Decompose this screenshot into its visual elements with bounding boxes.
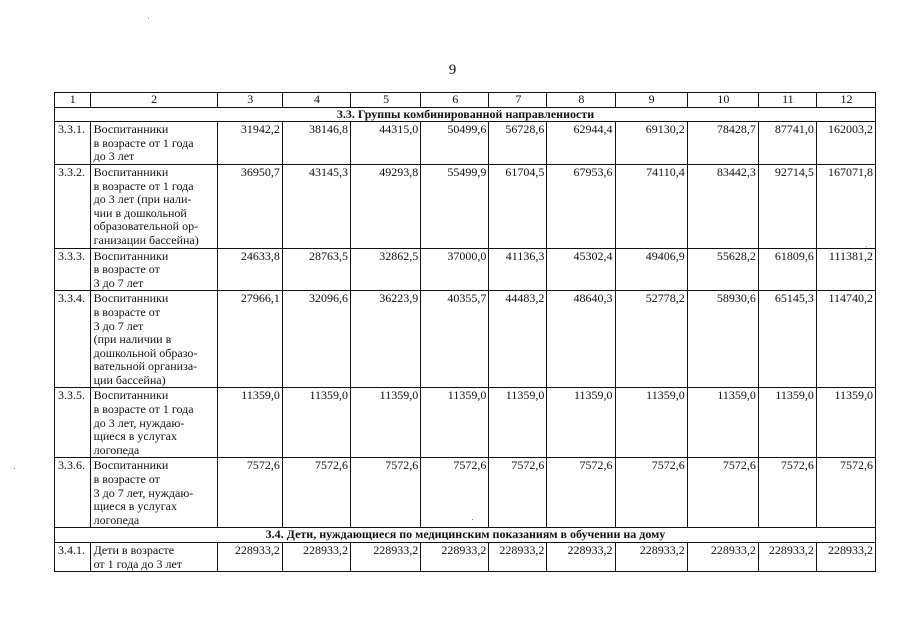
value-cell: 7572,6 bbox=[615, 458, 687, 528]
value-cell: 228933,2 bbox=[687, 543, 758, 572]
value-cell: 87741,0 bbox=[758, 122, 816, 165]
column-number: 3 bbox=[217, 93, 282, 108]
value-cell: 56728,6 bbox=[489, 122, 547, 165]
row-description: Воспитанники в возрасте от 1 года до 3 лет (при нали- чии в дошкольной образовательной ор- ганизации бассейна) bbox=[90, 164, 217, 248]
table-row bbox=[55, 122, 876, 165]
value-cell: 83442,3 bbox=[687, 164, 758, 248]
row-code: 3.3.4. bbox=[55, 291, 91, 388]
column-number: 9 bbox=[615, 93, 687, 108]
value-cell: 228933,2 bbox=[547, 543, 615, 572]
row-code: 3.3.2. bbox=[55, 164, 91, 248]
value-cell: 62944,4 bbox=[547, 122, 615, 165]
value-cell: 228933,2 bbox=[489, 543, 547, 572]
column-number: 12 bbox=[816, 93, 875, 108]
page-number: 9 bbox=[448, 62, 457, 78]
value-cell: 44315,0 bbox=[351, 122, 421, 165]
row-code: 3.4.1. bbox=[55, 543, 91, 572]
column-number: 1 bbox=[55, 93, 91, 108]
row-description: Воспитанники в возрасте от 1 года до 3 лет, нуждаю- щиеся в услугах логопеда bbox=[90, 388, 217, 458]
value-cell: 7572,6 bbox=[758, 458, 816, 528]
row-description: Воспитанники в возрасте от 1 года до 3 лет bbox=[90, 122, 217, 165]
value-cell: 7572,6 bbox=[282, 458, 350, 528]
value-cell: 52778,2 bbox=[615, 291, 687, 388]
value-cell: 31942,2 bbox=[217, 122, 282, 165]
value-cell: 7572,6 bbox=[217, 458, 282, 528]
value-cell: 11359,0 bbox=[217, 388, 282, 458]
column-number: 8 bbox=[547, 93, 615, 108]
value-cell: 228933,2 bbox=[816, 543, 875, 572]
value-cell: 7572,6 bbox=[547, 458, 615, 528]
value-cell: 69130,2 bbox=[615, 122, 687, 165]
column-number: 6 bbox=[421, 93, 489, 108]
value-cell: 7572,6 bbox=[816, 458, 875, 528]
value-cell: 45302,4 bbox=[547, 248, 615, 291]
value-cell: 92714,5 bbox=[758, 164, 816, 248]
value-cell: 50499,6 bbox=[421, 122, 489, 165]
column-number: 10 bbox=[687, 93, 758, 108]
row-description: Воспитанники в возрасте от 3 до 7 лет, нуждаю- щиеся в услугах логопеда bbox=[90, 458, 217, 528]
value-cell: 11359,0 bbox=[758, 388, 816, 458]
value-cell: 55628,2 bbox=[687, 248, 758, 291]
section-header-row bbox=[55, 528, 876, 543]
tariff-table bbox=[54, 92, 876, 572]
value-cell: 162003,2 bbox=[816, 122, 875, 165]
value-cell: 38146,8 bbox=[282, 122, 350, 165]
value-cell: 24633,8 bbox=[217, 248, 282, 291]
value-cell: 228933,2 bbox=[217, 543, 282, 572]
table-row bbox=[55, 543, 876, 572]
row-code: 3.3.1. bbox=[55, 122, 91, 165]
value-cell: 11359,0 bbox=[421, 388, 489, 458]
value-cell: 228933,2 bbox=[758, 543, 816, 572]
value-cell: 49406,9 bbox=[615, 248, 687, 291]
value-cell: 228933,2 bbox=[615, 543, 687, 572]
value-cell: 41136,3 bbox=[489, 248, 547, 291]
row-code: 3.3.6. bbox=[55, 458, 91, 528]
column-number-row bbox=[55, 93, 876, 108]
value-cell: 67953,6 bbox=[547, 164, 615, 248]
value-cell: 61704,5 bbox=[489, 164, 547, 248]
value-cell: 78428,7 bbox=[687, 122, 758, 165]
table-row bbox=[55, 164, 876, 248]
value-cell: 111381,2 bbox=[816, 248, 875, 291]
row-code: 3.3.3. bbox=[55, 248, 91, 291]
value-cell: 61809,6 bbox=[758, 248, 816, 291]
value-cell: 7572,6 bbox=[489, 458, 547, 528]
table-row bbox=[55, 458, 876, 528]
value-cell: 44483,2 bbox=[489, 291, 547, 388]
value-cell: 11359,0 bbox=[615, 388, 687, 458]
value-cell: 48640,3 bbox=[547, 291, 615, 388]
value-cell: 7572,6 bbox=[421, 458, 489, 528]
value-cell: 7572,6 bbox=[351, 458, 421, 528]
value-cell: 32096,6 bbox=[282, 291, 350, 388]
value-cell: 58930,6 bbox=[687, 291, 758, 388]
value-cell: 65145,3 bbox=[758, 291, 816, 388]
row-description: Дети в возрасте от 1 года до 3 лет bbox=[90, 543, 217, 572]
table-row bbox=[55, 388, 876, 458]
value-cell: 74110,4 bbox=[615, 164, 687, 248]
value-cell: 37000,0 bbox=[421, 248, 489, 291]
value-cell: 167071,8 bbox=[816, 164, 875, 248]
value-cell: 49293,8 bbox=[351, 164, 421, 248]
value-cell: 228933,2 bbox=[282, 543, 350, 572]
value-cell: 36223,9 bbox=[351, 291, 421, 388]
table-row bbox=[55, 291, 876, 388]
section-title: 3.3. Группы комбинированной направлениости bbox=[55, 107, 876, 122]
value-cell: 11359,0 bbox=[489, 388, 547, 458]
section-header-row bbox=[55, 107, 876, 122]
row-description: Воспитанники в возрасте от 3 до 7 лет (при наличии в дошкольной образо- вательной организа- ции бассейна) bbox=[90, 291, 217, 388]
value-cell: 11359,0 bbox=[282, 388, 350, 458]
value-cell: 40355,7 bbox=[421, 291, 489, 388]
value-cell: 55499,9 bbox=[421, 164, 489, 248]
value-cell: 228933,2 bbox=[351, 543, 421, 572]
value-cell: 7572,6 bbox=[687, 458, 758, 528]
row-description: Воспитанники в возрасте от 3 до 7 лет bbox=[90, 248, 217, 291]
column-number: 5 bbox=[351, 93, 421, 108]
value-cell: 28763,5 bbox=[282, 248, 350, 291]
value-cell: 32862,5 bbox=[351, 248, 421, 291]
column-number: 11 bbox=[758, 93, 816, 108]
column-number: 7 bbox=[489, 93, 547, 108]
value-cell: 11359,0 bbox=[351, 388, 421, 458]
column-number: 2 bbox=[90, 93, 217, 108]
value-cell: 43145,3 bbox=[282, 164, 350, 248]
value-cell: 27966,1 bbox=[217, 291, 282, 388]
section-title: 3.4. Дети, нуждающиеся по медицинским показаниям в обучении на дому bbox=[55, 528, 876, 543]
value-cell: 36950,7 bbox=[217, 164, 282, 248]
value-cell: 114740,2 bbox=[816, 291, 875, 388]
column-number: 4 bbox=[282, 93, 350, 108]
value-cell: 11359,0 bbox=[816, 388, 875, 458]
table-row bbox=[55, 248, 876, 291]
value-cell: 11359,0 bbox=[547, 388, 615, 458]
value-cell: 11359,0 bbox=[687, 388, 758, 458]
row-code: 3.3.5. bbox=[55, 388, 91, 458]
value-cell: 228933,2 bbox=[421, 543, 489, 572]
